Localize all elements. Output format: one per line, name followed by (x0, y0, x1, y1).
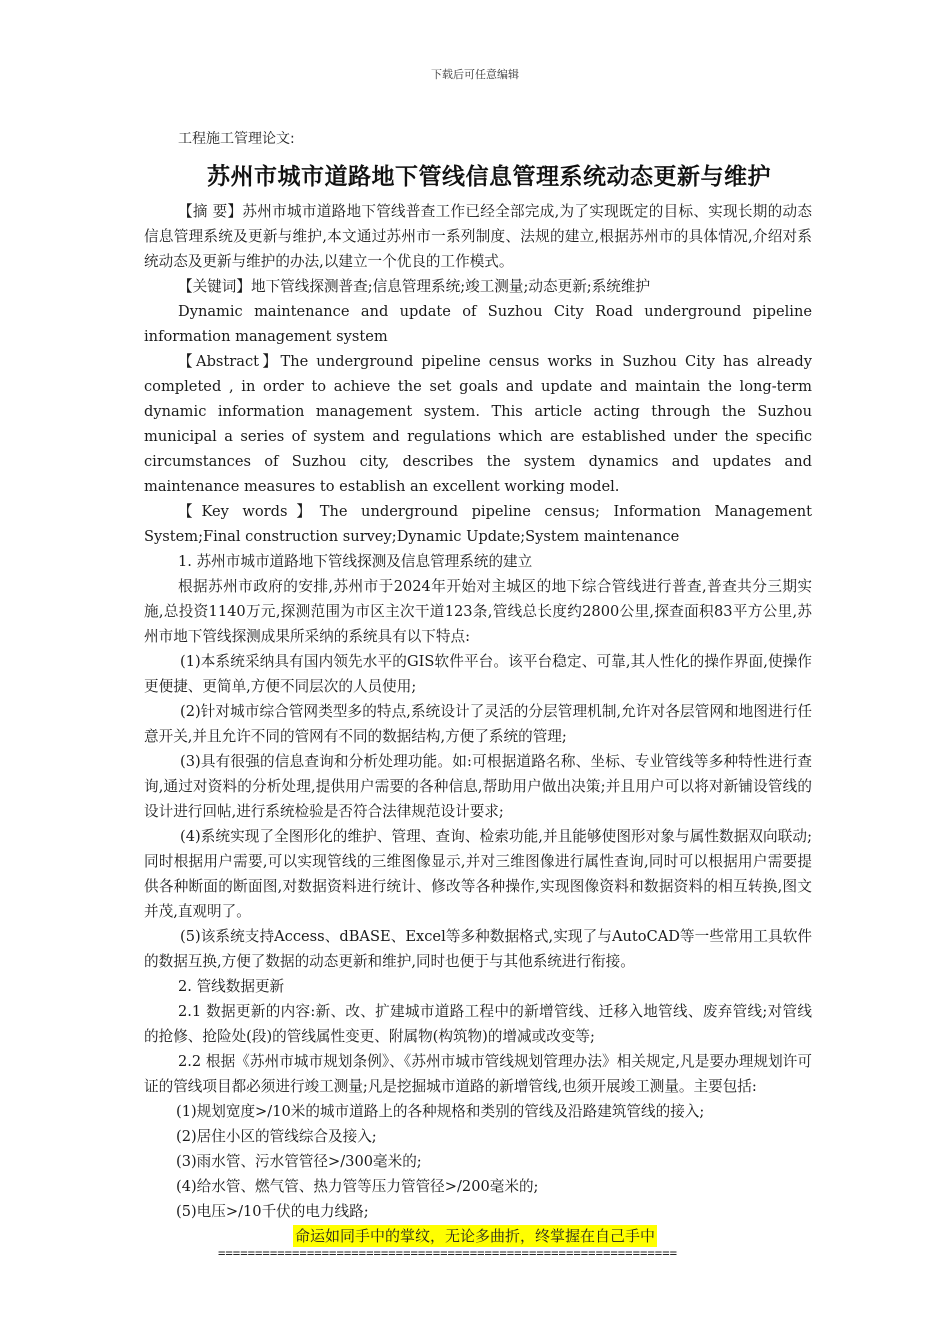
section-heading-2: 2. 管线数据更新 (178, 978, 285, 995)
english-title: Dynamic maintenance and update of Suzhou City Road underground pipeline information management system (144, 303, 812, 345)
feature-item-2: (2)针对城市综合管网类型多的特点,系统设计了灵活的分层管理机制,允许对各层管网和地图进行任意开关,并且允许不同的管网有不同的数据结构,方便了系统的管理; (144, 703, 812, 745)
abstract-en: 【Abstract】The underground pipeline census works in Suzhou City has already completed , in order to achieve the set goals and update and maintain the long-term dynamic information management system. This article acting through the Suzhou municipal a series of system and regulations which are established under the specific circumstances of Suzhou city, describes the system dynamics and updates and maintenance measures to establish an excellent working model. (144, 353, 812, 495)
list-item: (3)雨水管、污水管管径>/300毫米的; (176, 1153, 422, 1170)
list-item: (4)给水管、燃气管、热力管等压力管管径>/200毫米的; (176, 1178, 539, 1195)
paper-category: 工程施工管理论文: (178, 131, 295, 147)
section-heading-1: 1. 苏州市城市道路地下管线探测及信息管理系统的建立 (178, 553, 533, 570)
feature-item-3: (3)具有很强的信息查询和分析处理功能。如:可根据道路名称、坐标、专业管线等多种特性进行查询,通过对资料的分析处理,提供用户需要的各种信息,帮助用户做出决策;并且用户可以将对新铺设管线的设计进行回帖,进行系统检验是否符合法律规范设计要求; (144, 753, 812, 820)
footer-motto: 命运如同手中的掌纹，无论多曲折，终掌握在自己手中 (294, 1227, 655, 1245)
footer-motto-wrap (0, 1225, 950, 1247)
feature-item-5: (5)该系统支持Access、dBASE、Excel等多种数据格式,实现了与AutoCAD等一些常用工具软件的数据互换,方便了数据的动态更新和维护,同时也便于与其他系统进行衔接。 (144, 928, 812, 970)
document-body (144, 199, 812, 1224)
feature-item-1: (1)本系统采纳具有国内领先水平的GIS软件平台。该平台稳定、可靠,其人性化的操作界面,使操作更便捷、更简单,方便不同层次的人员使用; (144, 653, 812, 695)
keywords-cn: 【关键词】地下管线探测普查;信息管理系统;竣工测量;动态更新;系统维护 (178, 278, 651, 295)
abstract-cn: 【摘 要】苏州市城市道路地下管线普查工作已经全部完成,为了实现既定的目标、实现长期的动态信息管理系统及更新与维护,本文通过苏州市一系列制度、法规的建立,根据苏州市的具体情况,介绍对系统动态及更新与维护的办法,以建立一个优良的工作模式。 (144, 203, 812, 270)
header-note: 下载后可任意编辑 (431, 68, 519, 81)
footer-rule: ============================================================== (218, 1246, 678, 1260)
feature-item-4: (4)系统实现了全图形化的维护、管理、查询、检索功能,并且能够使图形对象与属性数据双向联动;同时根据用户需要,可以实现管线的三维图像显示,并对三维图像进行属性查询,同时可以根据用户需要提供各种断面的断面图,对数据资料进行统计、修改等各种操作,实现图像资料和数据资料的相互转换,图文并茂,直观明了。 (144, 828, 812, 920)
list-item: (2)居住小区的管线综合及接入; (176, 1128, 377, 1145)
keywords-en: 【Key words】The underground pipeline census; Information Management System;Final construction survey;Dynamic Update;System maintenance (144, 503, 812, 545)
body-paragraph: 2.1 数据更新的内容:新、改、扩建城市道路工程中的新增管线、迁移入地管线、废弃管线;对管线的抢修、抢险处(段)的管线属性变更、附属物(构筑物)的增减或改变等; (144, 1003, 812, 1045)
list-item: (5)电压>/10千伏的电力线路; (176, 1203, 369, 1220)
page-title: 苏州市城市道路地下管线信息管理系统动态更新与维护 (207, 164, 771, 190)
body-paragraph: 根据苏州市政府的安排,苏州市于2024年开始对主城区的地下综合管线进行普查,普查共分三期实施,总投资1140万元,探测范围为市区主次干道123条,管线总长度约2800公里,探查面积83平方公里,苏州市地下管线探测成果所采纳的系统具有以下特点: (144, 578, 812, 645)
body-paragraph: 2.2 根据《苏州市城市规划条例》、《苏州市城市管线规划管理办法》相关规定,凡是要办理规划许可证的管线项目都必须进行竣工测量;凡是挖掘城市道路的新增管线,也须开展竣工测量。主要包括: (144, 1053, 812, 1095)
list-item: (1)规划宽度>/10米的城市道路上的各种规格和类别的管线及沿路建筑管线的接入; (176, 1103, 705, 1120)
